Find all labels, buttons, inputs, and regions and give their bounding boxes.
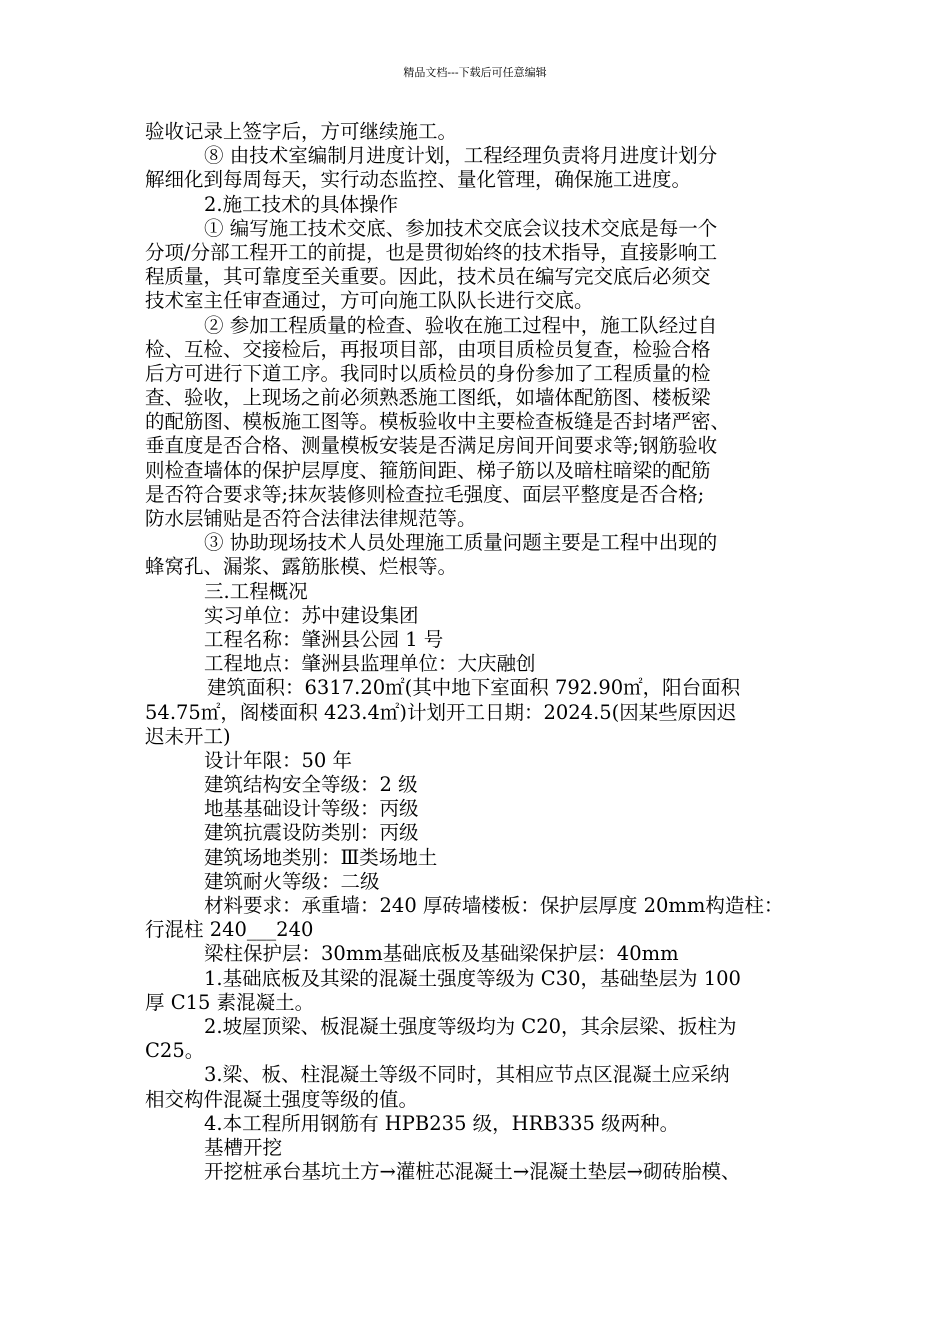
text-line: ① 编写施工技术交底、参加技术交底会议技术交底是每一个 [204,216,718,240]
text-line: 防水层铺贴是否符合法律法律规范等。 [145,507,477,530]
list-item: 3.梁、板、柱混凝土等级不同时，其相应节点区混凝土应采纳 [204,1063,730,1087]
section-heading: 2.施工技术的具体操作 [204,192,399,216]
text-line: 程质量，其可靠度至关重要。因此，技术员在编写完交底后必须交 [145,265,711,289]
info-line: 设计年限：50 年 [204,748,353,772]
document-body [145,120,809,1184]
list-item: 1.基础底板及其梁的混凝土强度等级为 C30，基础垫层为 100 [204,966,741,990]
text-line: 的配筋图、模板施工图等。模板验收中主要检查板缝是否封堵严密、 [145,410,731,434]
text-line: ③ 协助现场技术人员处理施工质量问题主要是工程中出现的 [204,531,718,555]
text-line: ⑧ 由技术室编制月进度计划，工程经理负责将月进度计划分 [204,144,718,168]
info-line: 实习单位：苏中建设集团 [204,603,419,627]
info-line: 工程名称：肇洲县公园 1 号 [204,627,444,651]
text-line: ② 参加工程质量的检查、验收在施工过程中，施工队经过自 [204,313,718,337]
info-line: 建筑抗震设防类别：丙级 [204,821,419,845]
text-line: C25。 [145,1039,205,1063]
text-line: 厚 C15 素混凝土。 [145,990,315,1014]
text-line: 54.75㎡，阁楼面积 423.4㎡)计划开工日期：2024.5(因某些原因迟 [145,700,737,724]
text-line: 迟未开工) [145,724,231,748]
text-line: 垂直度是否合格、测量模板安装是否满足房间开间要求等;钢筋验收 [145,434,718,458]
text-line: 解细化到每周每天，实行动态监控、量化管理，确保施工进度。 [145,168,692,192]
text-line: 验收记录上签字后，方可继续施工。 [145,120,458,143]
info-line: 地基基础设计等级：丙级 [204,797,419,821]
info-line: 建筑耐火等级：二级 [204,869,380,893]
section-heading: 三.工程概况 [204,579,308,603]
text-line: 后方可进行下道工序。我同时以质检员的身份参加了工程质量的检 [145,361,711,385]
text-line: 查、验收，上现场之前必须熟悉施工图纸，如墙体配筋图、楼板梁 [145,386,711,410]
text-line: 分项/分部工程开工的前提，也是贯彻始终的技术指导，直接影响工 [145,240,718,264]
text-line: 相交构件混凝土强度等级的值。 [145,1087,419,1111]
text-line: 检、互检、交接检后，再报项目部，由项目质检员复查，检验合格 [145,337,711,361]
text-line: 蜂窝孔、漏浆、露筋胀模、烂根等。 [145,555,458,579]
info-line: 材料要求：承重墙：240 厚砖墙楼板：保护层厚度 20mm构造柱： [204,894,784,917]
info-line: 建筑结构安全等级：2 级 [204,773,418,797]
text-line: 行混柱 240___240 [145,918,314,942]
text-line: 开挖桩承台基坑土方→灌桩芯混凝土→混凝土垫层→砌砖胎模、 [204,1160,741,1184]
text-line: 技术室主任审查通过，方可向施工队队长进行交底。 [145,289,594,313]
text-line: 则检查墙体的保护层厚度、箍筋间距、梯子筋以及暗柱暗梁的配筋 [145,458,711,482]
info-line: 建筑面积：6317.20㎡(其中地下室面积 792.90㎡，阳台面积 [207,676,741,700]
info-line: 工程地点：肇洲县监理单位：大庆融创 [204,652,536,676]
list-item: 2.坡屋顶梁、板混凝土强度等级均为 C20，其余层梁、扳柱为 [204,1014,737,1038]
text-line: 是否符合要求等;抹灰装修则检查拉毛强度、面层平整度是否合格; [145,482,705,506]
page-header: 精品文档---下载后可任意编辑 [403,66,547,79]
info-line: 梁柱保护层：30mm基础底板及基础梁保护层：40mm [204,942,679,966]
info-line: 建筑场地类别：Ⅲ类场地土 [204,845,438,869]
list-item: 4.本工程所用钢筋有 HPB235 级，HRB335 级两种。 [204,1111,680,1135]
section-heading: 基槽开挖 [204,1135,283,1159]
